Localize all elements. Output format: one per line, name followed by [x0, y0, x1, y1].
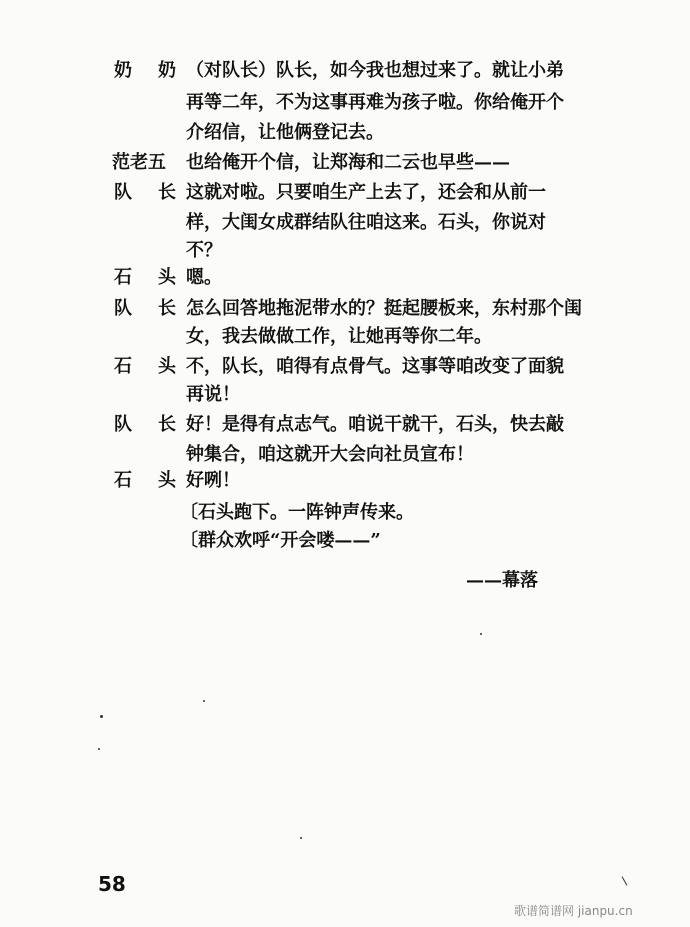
speaker-name: [114, 356, 176, 378]
dialogue-line: （对队长）队长，如今我也想过来了。就让小弟: [186, 60, 564, 81]
dialogue-line: 钟集合，咱这就开大会向社员宣布！: [186, 444, 474, 465]
scan-speck: [300, 837, 302, 839]
speaker-char: 队: [114, 414, 132, 435]
dialogue-line: 女，我去做做工作，让她再等你二年。: [186, 326, 492, 347]
speaker-char: 头: [158, 267, 176, 288]
speaker-char: 长: [158, 298, 176, 319]
dialogue-line: 嗯。: [186, 267, 222, 288]
speaker-char: 队: [114, 182, 132, 203]
dialogue-line: 介绍信，让他俩登记去。: [186, 122, 384, 143]
speaker-char: 石: [114, 470, 132, 491]
speaker-name: [114, 470, 176, 492]
dialogue-line: 这就对啦。只要咱生产上去了，还会和从前一: [186, 182, 546, 203]
speaker-char: 奶: [114, 60, 132, 81]
speaker-name: [114, 414, 176, 436]
speaker-name: [114, 60, 176, 82]
speaker-char: 头: [158, 356, 176, 377]
dialogue-line: 再说！: [186, 384, 240, 405]
watermark: 歌谱简谱网 jianpu.cn: [514, 904, 633, 918]
dialogue-line: 好咧！: [186, 470, 240, 491]
speaker-name: [114, 298, 176, 320]
scan-speck: [203, 700, 205, 702]
scan-speck: [98, 748, 100, 750]
stage-direction: 〔石头跑下。一阵钟声传来。: [180, 502, 414, 523]
stage-direction: 〔群众欢呼“开会喽——”: [180, 530, 381, 551]
speaker-char: 长: [158, 182, 176, 203]
speaker-char: 头: [158, 470, 176, 491]
dialogue-line: 不，队长，咱得有点骨气。这事等咱改变了面貌: [186, 356, 564, 377]
dialogue-line: 怎么回答地拖泥带水的？挺起腰板来，东村那个闺: [186, 298, 582, 319]
dialogue-line: 好！是得有点志气。咱说干就干，石头，快去敲: [186, 414, 564, 435]
speaker-char: 石: [114, 267, 132, 288]
scan-speck: [622, 876, 628, 885]
speaker-char: 奶: [158, 60, 176, 81]
speaker-char: 石: [114, 356, 132, 377]
scan-speck: [100, 715, 103, 718]
speaker-char: 长: [158, 414, 176, 435]
speaker-name: [114, 267, 176, 289]
speaker-char: 队: [114, 298, 132, 319]
page-number: 58: [98, 872, 126, 896]
dialogue-line: 再等二年，不为这事再难为孩子啦。你给俺开个: [186, 92, 564, 113]
curtain-note: ——幕落: [466, 570, 538, 591]
scan-speck: [480, 633, 482, 635]
speaker-name: [114, 182, 176, 204]
speaker-name: 范老五: [112, 152, 166, 173]
dialogue-line: 也给俺开个信，让郑海和二云也早些——: [186, 152, 510, 173]
dialogue-line: 不？: [186, 240, 222, 261]
dialogue-line: 样，大闺女成群结队往咱这来。石头，你说对: [186, 212, 546, 233]
